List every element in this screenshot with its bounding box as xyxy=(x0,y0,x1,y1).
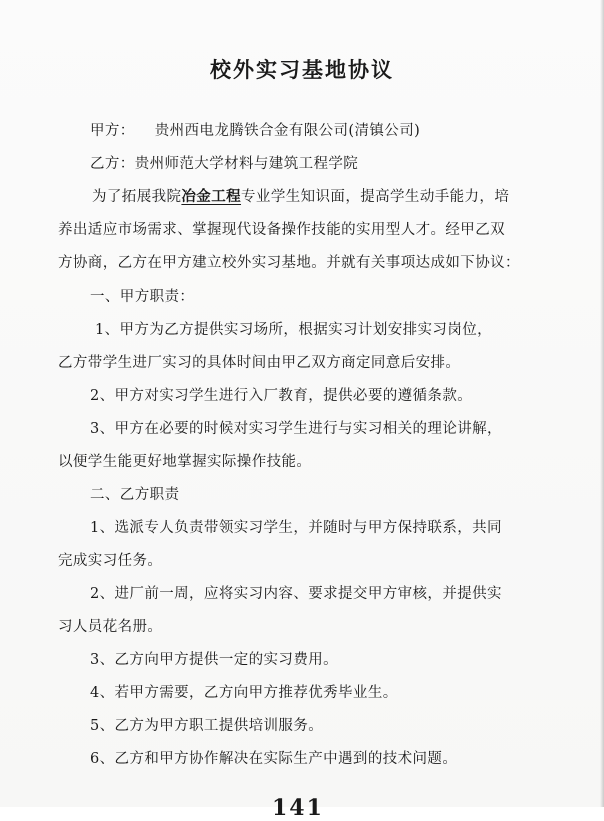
section-1-item-2: 2、甲方对实习学生进行入厂教育，提供必要的遵循条款。 xyxy=(90,388,473,404)
section-2-item-1: 1、选派专人负责带领实习学生，并随时与甲方保持联系，共同 xyxy=(90,520,502,536)
section-1-item-3: 3、甲方在必要的时候对实习学生进行与实习相关的理论讲解， xyxy=(90,421,502,437)
party-b-label: 乙方： xyxy=(90,156,135,172)
party-a-name: 贵州西电龙腾铁合金有限公司(清镇公司) xyxy=(154,123,421,139)
party-b-name: 贵州师范大学材料与建筑工程学院 xyxy=(134,156,359,172)
page-number: 141 xyxy=(272,795,324,821)
intro-line-1 xyxy=(92,187,509,207)
intro-line-3: 方协商，乙方在甲方建立校外实习基地。并就有关事项达成如下协议： xyxy=(58,255,520,271)
section-1-item-1-cont: 乙方带学生进厂实习的具体时间由甲乙双方商定同意后安排。 xyxy=(58,355,461,371)
section-2-item-4: 4、若甲方需要，乙方向甲方推荐优秀毕业生。 xyxy=(90,685,398,701)
party-a-line xyxy=(90,121,420,141)
section-1-item-3-cont: 以便学生能更好地掌握实际操作技能。 xyxy=(58,454,312,470)
scan-edge-shadow xyxy=(600,0,604,807)
section-2-item-6: 6、乙方和甲方协作解决在实际生产中遇到的技术问题。 xyxy=(90,751,458,767)
section-2-item-1-cont: 完成实习任务。 xyxy=(58,553,163,569)
section-1-item-1: 1、甲方为乙方提供实习场所，根据实习计划安排实习岗位， xyxy=(95,322,493,338)
intro-text: 专业学生知识面，提高学生动手能力，培 xyxy=(241,189,510,205)
party-b-line xyxy=(90,154,358,174)
section-2-heading: 二、乙方职责 xyxy=(90,487,180,503)
section-2-item-2-cont: 习人员花名册。 xyxy=(58,619,163,635)
intro-text: 为了拓展我院 xyxy=(92,189,182,205)
intro-line-2: 养出适应市场需求、掌握现代设备操作技能的实用型人才。经甲乙双 xyxy=(58,222,505,238)
document-title: 校外实习基地协议 xyxy=(210,58,394,82)
section-2-item-3: 3、乙方向甲方提供一定的实习费用。 xyxy=(90,652,339,668)
section-2-item-5: 5、乙方为甲方职工提供培训服务。 xyxy=(90,718,324,734)
highlighted-major: 冶金工程 xyxy=(181,188,242,205)
section-1-heading: 一、甲方职责： xyxy=(90,289,195,305)
section-2-item-2: 2、进厂前一周，应将实习内容、要求提交甲方审核，并提供实 xyxy=(90,586,502,602)
party-a-label: 甲方： xyxy=(90,123,135,139)
